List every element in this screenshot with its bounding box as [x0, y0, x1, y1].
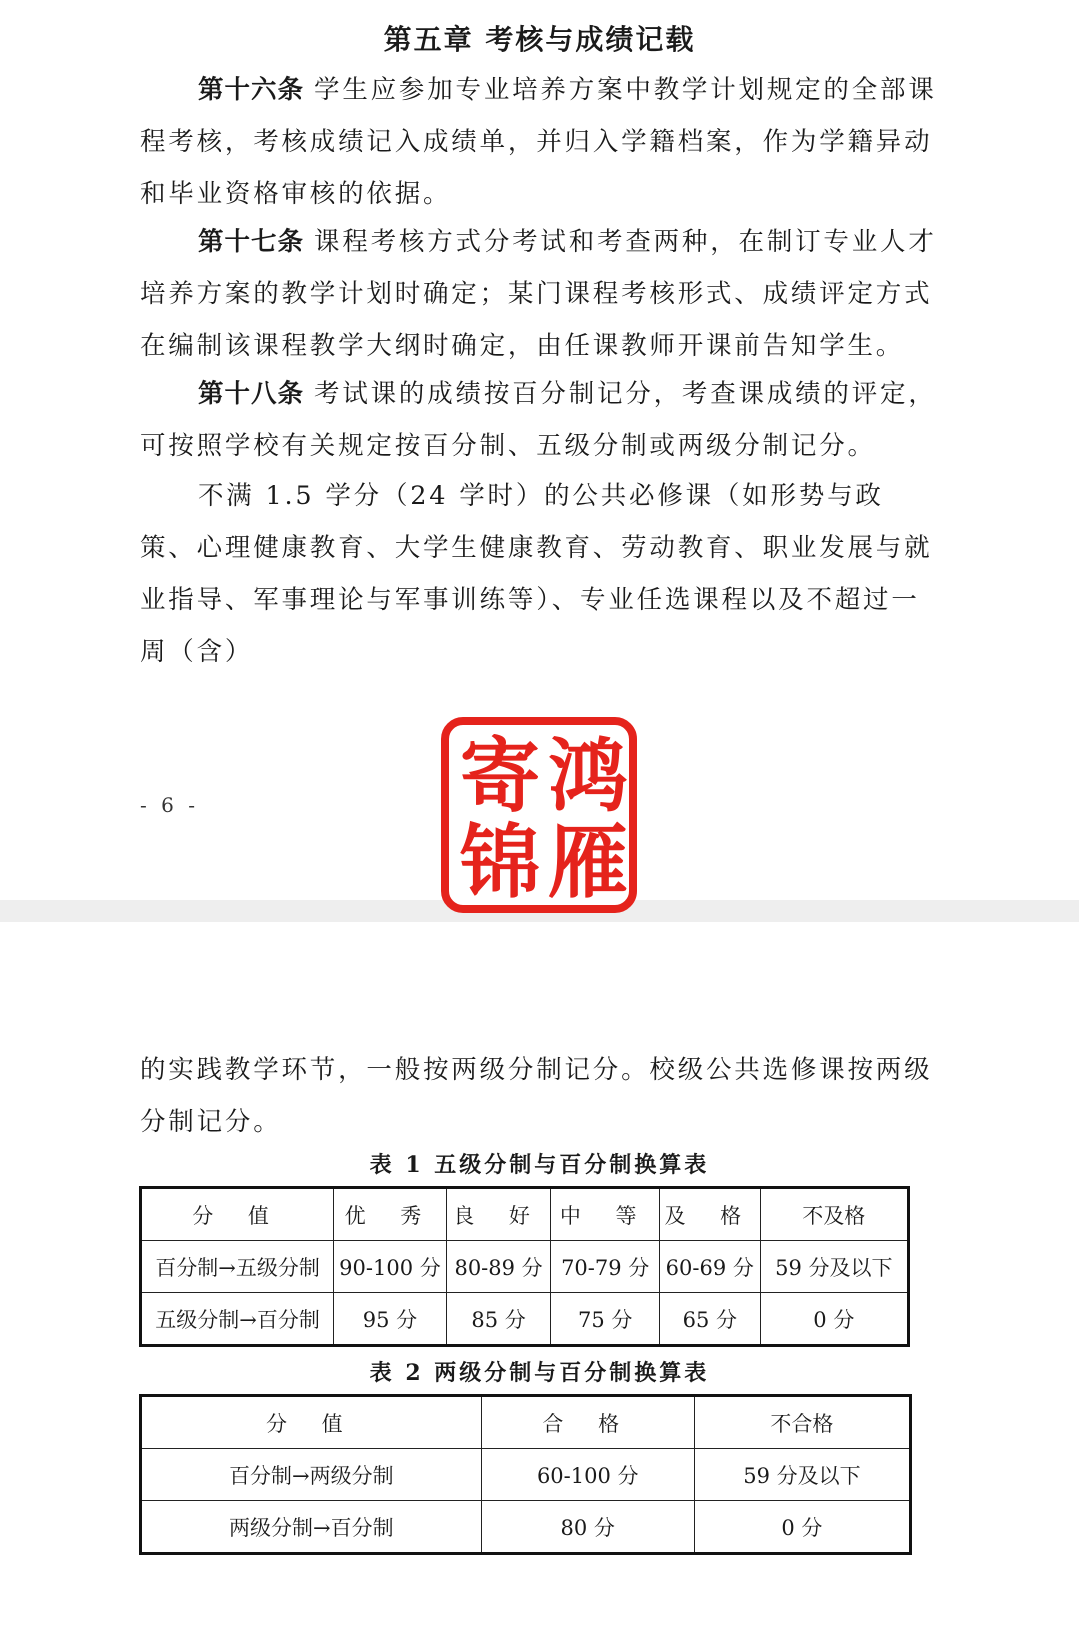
five-level-conversion-table [139, 1186, 910, 1347]
chapter-title: 第五章 考核与成绩记载 [383, 23, 696, 56]
seal-character: 寄 [460, 729, 540, 823]
table-cell: 80-89 分 [446, 1241, 551, 1293]
article-16 [140, 64, 940, 220]
table2-caption: 表 2 两级分制与百分制换算表 [369, 1360, 710, 1386]
article-text: 考试课的成绩按百分制记分，考查课成绩的评定，可按照学校有关规定按百分制、五级分制或两级分制记分。 [140, 379, 937, 461]
table-header-cell: 优 秀 [334, 1188, 447, 1241]
table-cell: 0 分 [760, 1293, 908, 1346]
table-cell: 85 分 [446, 1293, 551, 1346]
paragraph-continued-next: 的实践教学环节，一般按两级分制记分。校级公共选修课按两级分制记分。 [140, 1055, 933, 1137]
table-header-cell: 良 好 [446, 1188, 551, 1241]
table-cell: 75 分 [551, 1293, 660, 1346]
table-cell: 70-79 分 [551, 1241, 660, 1293]
table-header-cell: 及 格 [659, 1188, 760, 1241]
table-cell: 90-100 分 [334, 1241, 447, 1293]
table-cell: 五级分制→百分制 [141, 1293, 334, 1346]
two-level-conversion-table [139, 1394, 912, 1555]
table-row [141, 1293, 909, 1346]
table-cell: 95 分 [334, 1293, 447, 1346]
paragraph-continued: 不满 1.5 学分（24 学时）的公共必修课（如形势与政策、心理健康教育、大学生健康教育、劳动教育、职业发展与就业指导、军事理论与军事训练等）、专业任选课程以及不超过一周（含） [140, 481, 933, 667]
table-row [141, 1449, 911, 1501]
article-text: 课程考核方式分考试和考查两种，在制订专业人才培养方案的教学计划时确定；某门课程考核形式、成绩评定方式在编制该课程教学大纲时确定，由任课教师开课前告知学生。 [140, 227, 937, 361]
seal-character: 锦 [460, 815, 540, 909]
article-text: 学生应参加专业培养方案中教学计划规定的全部课程考核，考核成绩记入成绩单，并归入学籍档案，作为学籍异动和毕业资格审核的依据。 [140, 75, 937, 209]
table-header-cell: 不合格 [694, 1396, 910, 1449]
document-page-7 [0, 922, 1079, 1630]
table1-caption: 表 1 五级分制与百分制换算表 [369, 1152, 710, 1178]
article-label: 第十八条 [198, 379, 305, 409]
table-cell: 59 分及以下 [760, 1241, 908, 1293]
table-header-cell: 分 值 [141, 1396, 482, 1449]
table-header-row [141, 1188, 909, 1241]
table-header-row [141, 1396, 911, 1449]
red-seal-stamp [441, 717, 637, 913]
table-cell: 两级分制→百分制 [141, 1501, 482, 1554]
article-label: 第十七条 [198, 227, 305, 257]
seal-character: 雁 [548, 815, 628, 909]
table-cell: 60-69 分 [659, 1241, 760, 1293]
table-cell: 80 分 [481, 1501, 694, 1554]
table-row [141, 1241, 909, 1293]
article-18 [140, 368, 940, 472]
table-cell: 百分制→五级分制 [141, 1241, 334, 1293]
article-17 [140, 216, 940, 372]
seal-character: 鸿 [548, 729, 628, 823]
table-cell: 60-100 分 [481, 1449, 694, 1501]
table-cell: 59 分及以下 [694, 1449, 910, 1501]
article-label: 第十六条 [198, 75, 305, 105]
table-header-cell: 分 值 [141, 1188, 334, 1241]
table-header-cell: 合 格 [481, 1396, 694, 1449]
table-header-cell: 中 等 [551, 1188, 660, 1241]
table-header-cell: 不及格 [760, 1188, 908, 1241]
table-row [141, 1501, 911, 1554]
table-cell: 65 分 [659, 1293, 760, 1346]
page-number: - 6 - [140, 793, 199, 817]
table-cell: 百分制→两级分制 [141, 1449, 482, 1501]
table-cell: 0 分 [694, 1501, 910, 1554]
